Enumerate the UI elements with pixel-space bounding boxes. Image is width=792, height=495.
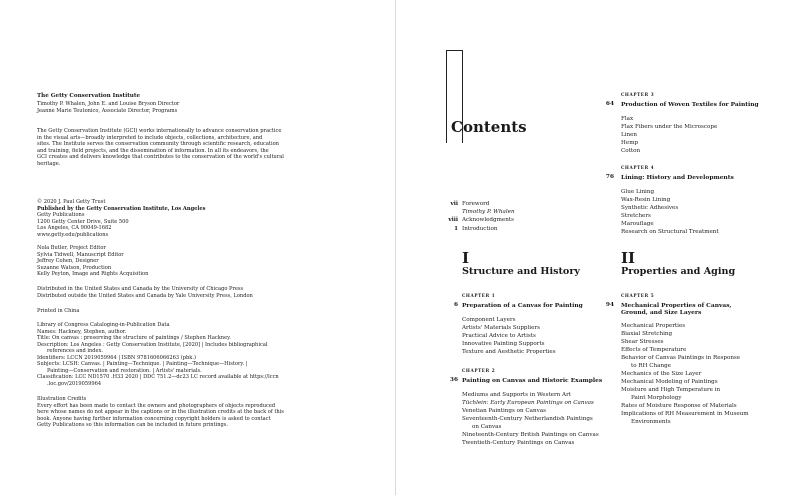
cip-line: Painting—Conservation and restoration. | Artists' materials. [47, 367, 202, 374]
website-line: www.getty.edu/publications [37, 231, 109, 238]
section-item: Practical Advice to Artists [462, 333, 536, 340]
chapter-title: Lining: History and Developments [621, 174, 734, 181]
section-item: Stretchers [621, 213, 651, 220]
section-item: Venetian Paintings on Canvas [462, 408, 546, 415]
toc-page-number: viii [448, 217, 458, 224]
chapter-title: Mechanical Properties of Canvas, [621, 302, 732, 309]
chapter-page-number: 64 [605, 101, 614, 107]
section-item: Wax-Resin Lining [621, 197, 671, 204]
section-item: Shear Stresses [621, 339, 664, 346]
section-item: on Canvas [472, 424, 502, 431]
part-numeral: II [621, 249, 636, 267]
cip-line: Classification: LCC ND1570 .H33 2020 | DDC 751.2—dc23 LC record available at https://lccn [37, 374, 279, 380]
toc-page-number: 1 [454, 225, 458, 232]
publisher-block [37, 199, 205, 238]
institute-name: The Getty Conservation Institute [37, 93, 141, 99]
page-title: Contents [451, 118, 527, 136]
address-line: 1200 Getty Center Drive, Suite 500 [37, 218, 129, 225]
section-item: Mechanics of the Size Layer [621, 371, 702, 378]
section-item: Paint Morphology [631, 395, 682, 402]
section-item: Seventeenth-Century Netherlandish Paintings [462, 416, 593, 423]
chapter-heading-row [605, 174, 734, 181]
chapter-sections [621, 115, 759, 155]
section-item: Component Layers [462, 317, 516, 324]
section-item: Hemp [621, 140, 639, 147]
credit-line: Sylvia Tidwell, Manuscript Editor [37, 251, 124, 258]
chapter-heading-row [605, 302, 749, 317]
chapter-sections [462, 391, 602, 447]
section-item: Innovative Painting Supports [462, 341, 545, 348]
part-title: Structure and History [462, 266, 580, 277]
credit-line: Nola Butler, Project Editor [37, 245, 106, 251]
staff-line: Jeanne Marie Teutonico, Associate Director, Programs [37, 107, 178, 114]
toc-part-1 [462, 250, 580, 278]
toc-entry-title: Acknowledgments [462, 217, 514, 224]
chapter-title: Preparation of a Canvas for Painting [462, 302, 583, 309]
about-line: The Getty Conservation Institute (GCI) works internationally to advance conservation practice [37, 128, 282, 134]
distribution-line: Distributed outside the United States and Canada by Yale University Press, London [37, 292, 253, 299]
section-item: Glue Lining [621, 189, 655, 196]
chapter-sections [462, 316, 583, 356]
illustration-line: Getty Publications so this information can be included in future printings. [37, 422, 229, 428]
about-line: in the visual arts—broadly interpreted to include objects, collections, architecture, and [37, 134, 263, 141]
cip-line: Title: On canvas : preserving the structure of paintings / Stephen Hackney. [37, 335, 231, 341]
toc-entry-author: Timothy P. Whalen [462, 209, 515, 216]
chapter-label: CHAPTER 1 [462, 293, 496, 298]
toc-chapter-2[interactable] [449, 368, 603, 447]
toc-entry-title: Foreword [462, 201, 490, 207]
cip-line: Names: Hackney, Stephen, author. [37, 328, 127, 335]
chapter-heading-row [449, 377, 603, 384]
credit-line: Suzanne Watson, Production [37, 264, 112, 271]
staff-line: Timothy P. Whalen, John E. and Louise Bryson Director [37, 101, 180, 107]
toc-chapter-4[interactable] [605, 165, 734, 236]
distribution-block [37, 286, 253, 299]
printed-text: Printed in China [37, 308, 80, 314]
section-item: Implications of RH Measurement in Museum [621, 411, 749, 418]
section-item: Artists' Materials Suppliers [462, 325, 540, 332]
chapter-page-number: 36 [449, 377, 458, 383]
section-item: Effects of Temperature [621, 347, 687, 354]
chapter-label: CHAPTER 5 [621, 293, 655, 298]
copyright-line: © 2020 J. Paul Getty Trust [37, 199, 106, 205]
section-item: Biaxial Stretching [621, 331, 673, 338]
cip-line: Library of Congress Cataloging-in-Publication Data [37, 322, 170, 328]
toc-entry-title: Introduction [462, 225, 498, 232]
about-line: sites. The Institute serves the conservation community through scientific research, education [37, 141, 279, 147]
toc-part-2 [621, 250, 735, 278]
section-item: Behavior of Canvas Paintings in Response [621, 355, 741, 362]
illustration-line: Every effort has been made to contact the owners and photographers of objects reproduced [37, 402, 276, 409]
chapter-title: Painting on Canvas and Historic Examples [462, 377, 603, 384]
chapter-label: CHAPTER 4 [621, 165, 655, 170]
section-item: Mechanical Modeling of Paintings [621, 379, 718, 386]
cip-line: Description: Los Angeles : Getty Conservation Institute, [2020] | Includes bibliographical [37, 341, 268, 348]
address-line: Los Angeles, CA 90049-1682 [37, 225, 112, 231]
about-line: GCI creates and delivers knowledge that contributes to the conservation of the world's cultural [37, 154, 284, 160]
part-numeral: I [462, 249, 470, 267]
section-item: Research on Structural Treatment [621, 229, 719, 236]
section-item: Linen [621, 132, 638, 139]
chapter-heading-row [605, 101, 759, 108]
distribution-line: Distributed in the United States and Canada by the University of Chicago Press [37, 286, 244, 292]
section-item: Texture and Aesthetic Properties [462, 349, 556, 356]
toc-page-number: vii [450, 201, 458, 207]
chapter-sections [621, 188, 734, 236]
section-item: Mediums and Supports in Western Art [462, 392, 572, 399]
chapter-title: Production of Woven Textiles for Painting [621, 101, 759, 108]
toc-chapter-1[interactable] [453, 293, 583, 356]
illustration-credits [37, 396, 284, 429]
illustration-line: here whose names do not appear in the captions or in the illustration credits at the back of this [37, 409, 284, 415]
credit-line: Jeffrey Cohen, Designer [37, 258, 99, 264]
section-item: Synthetic Adhesives [621, 205, 679, 212]
illustration-heading: Illustration Credits [37, 396, 87, 402]
section-item: Twentieth-Century Paintings on Canvas [462, 440, 575, 447]
credits-block [37, 245, 148, 278]
section-item: Flax Fibers under the Microscope [621, 124, 718, 131]
about-line: and training, field projects, and the dissemination of information. In all its endeavors, the [37, 147, 269, 154]
toc-chapter-5[interactable] [605, 293, 749, 426]
cip-block [37, 322, 279, 387]
section-item: Nineteenth-Century British Paintings on Canvas [462, 432, 599, 439]
toc-chapter-3[interactable] [605, 92, 759, 155]
cip-line: .loc.gov/2019059964 [47, 380, 102, 387]
address-line: Getty Publications [37, 212, 85, 218]
credit-line: Kelly Peyton, Image and Rights Acquisition [37, 271, 149, 277]
part-title: Properties and Aging [621, 266, 736, 277]
chapter-label: CHAPTER 3 [621, 92, 655, 97]
section-item: Mechanical Properties [621, 323, 686, 330]
chapter-page-number: 76 [605, 174, 614, 180]
section-item: Rates of Moisture Response of Materials [621, 403, 737, 410]
chapter-heading-row [453, 302, 583, 309]
cip-line: Identifiers: LCCN 2019059964 | ISBN 9781606066263 (pbk.) [37, 354, 196, 361]
printed-line [37, 308, 79, 315]
publisher-line: Published by the Getty Conservation Institute, Los Angeles [37, 205, 206, 212]
section-item: Cotton [621, 148, 641, 155]
staff-list [37, 101, 179, 114]
cip-line: references and index. [47, 348, 104, 354]
chapter-page-number: 6 [453, 302, 458, 308]
page-gutter [395, 0, 396, 495]
section-item: Marouflage [621, 221, 654, 228]
section-item: Tüchlein: Early European Paintings on Canvas [462, 400, 594, 407]
chapter-page-number: 94 [605, 302, 614, 308]
chapter-title: Ground, and Size Layers [621, 309, 702, 317]
section-item: to RH Change [631, 363, 671, 370]
cip-line: Subjects: LCSH: Canvas. | Painting—Technique. | Painting—Technique—History. | [37, 361, 248, 367]
illustration-line: book. Anyone having further information concerning copyright holders is asked to contact [37, 415, 271, 422]
section-item: Environments [631, 419, 671, 426]
section-item: Moisture and High Temperature in [621, 387, 721, 394]
about-line: heritage. [37, 160, 61, 167]
about-paragraph [37, 128, 284, 167]
section-item: Flax [621, 116, 634, 123]
chapter-label: CHAPTER 2 [462, 368, 496, 373]
chapter-sections [621, 322, 749, 426]
